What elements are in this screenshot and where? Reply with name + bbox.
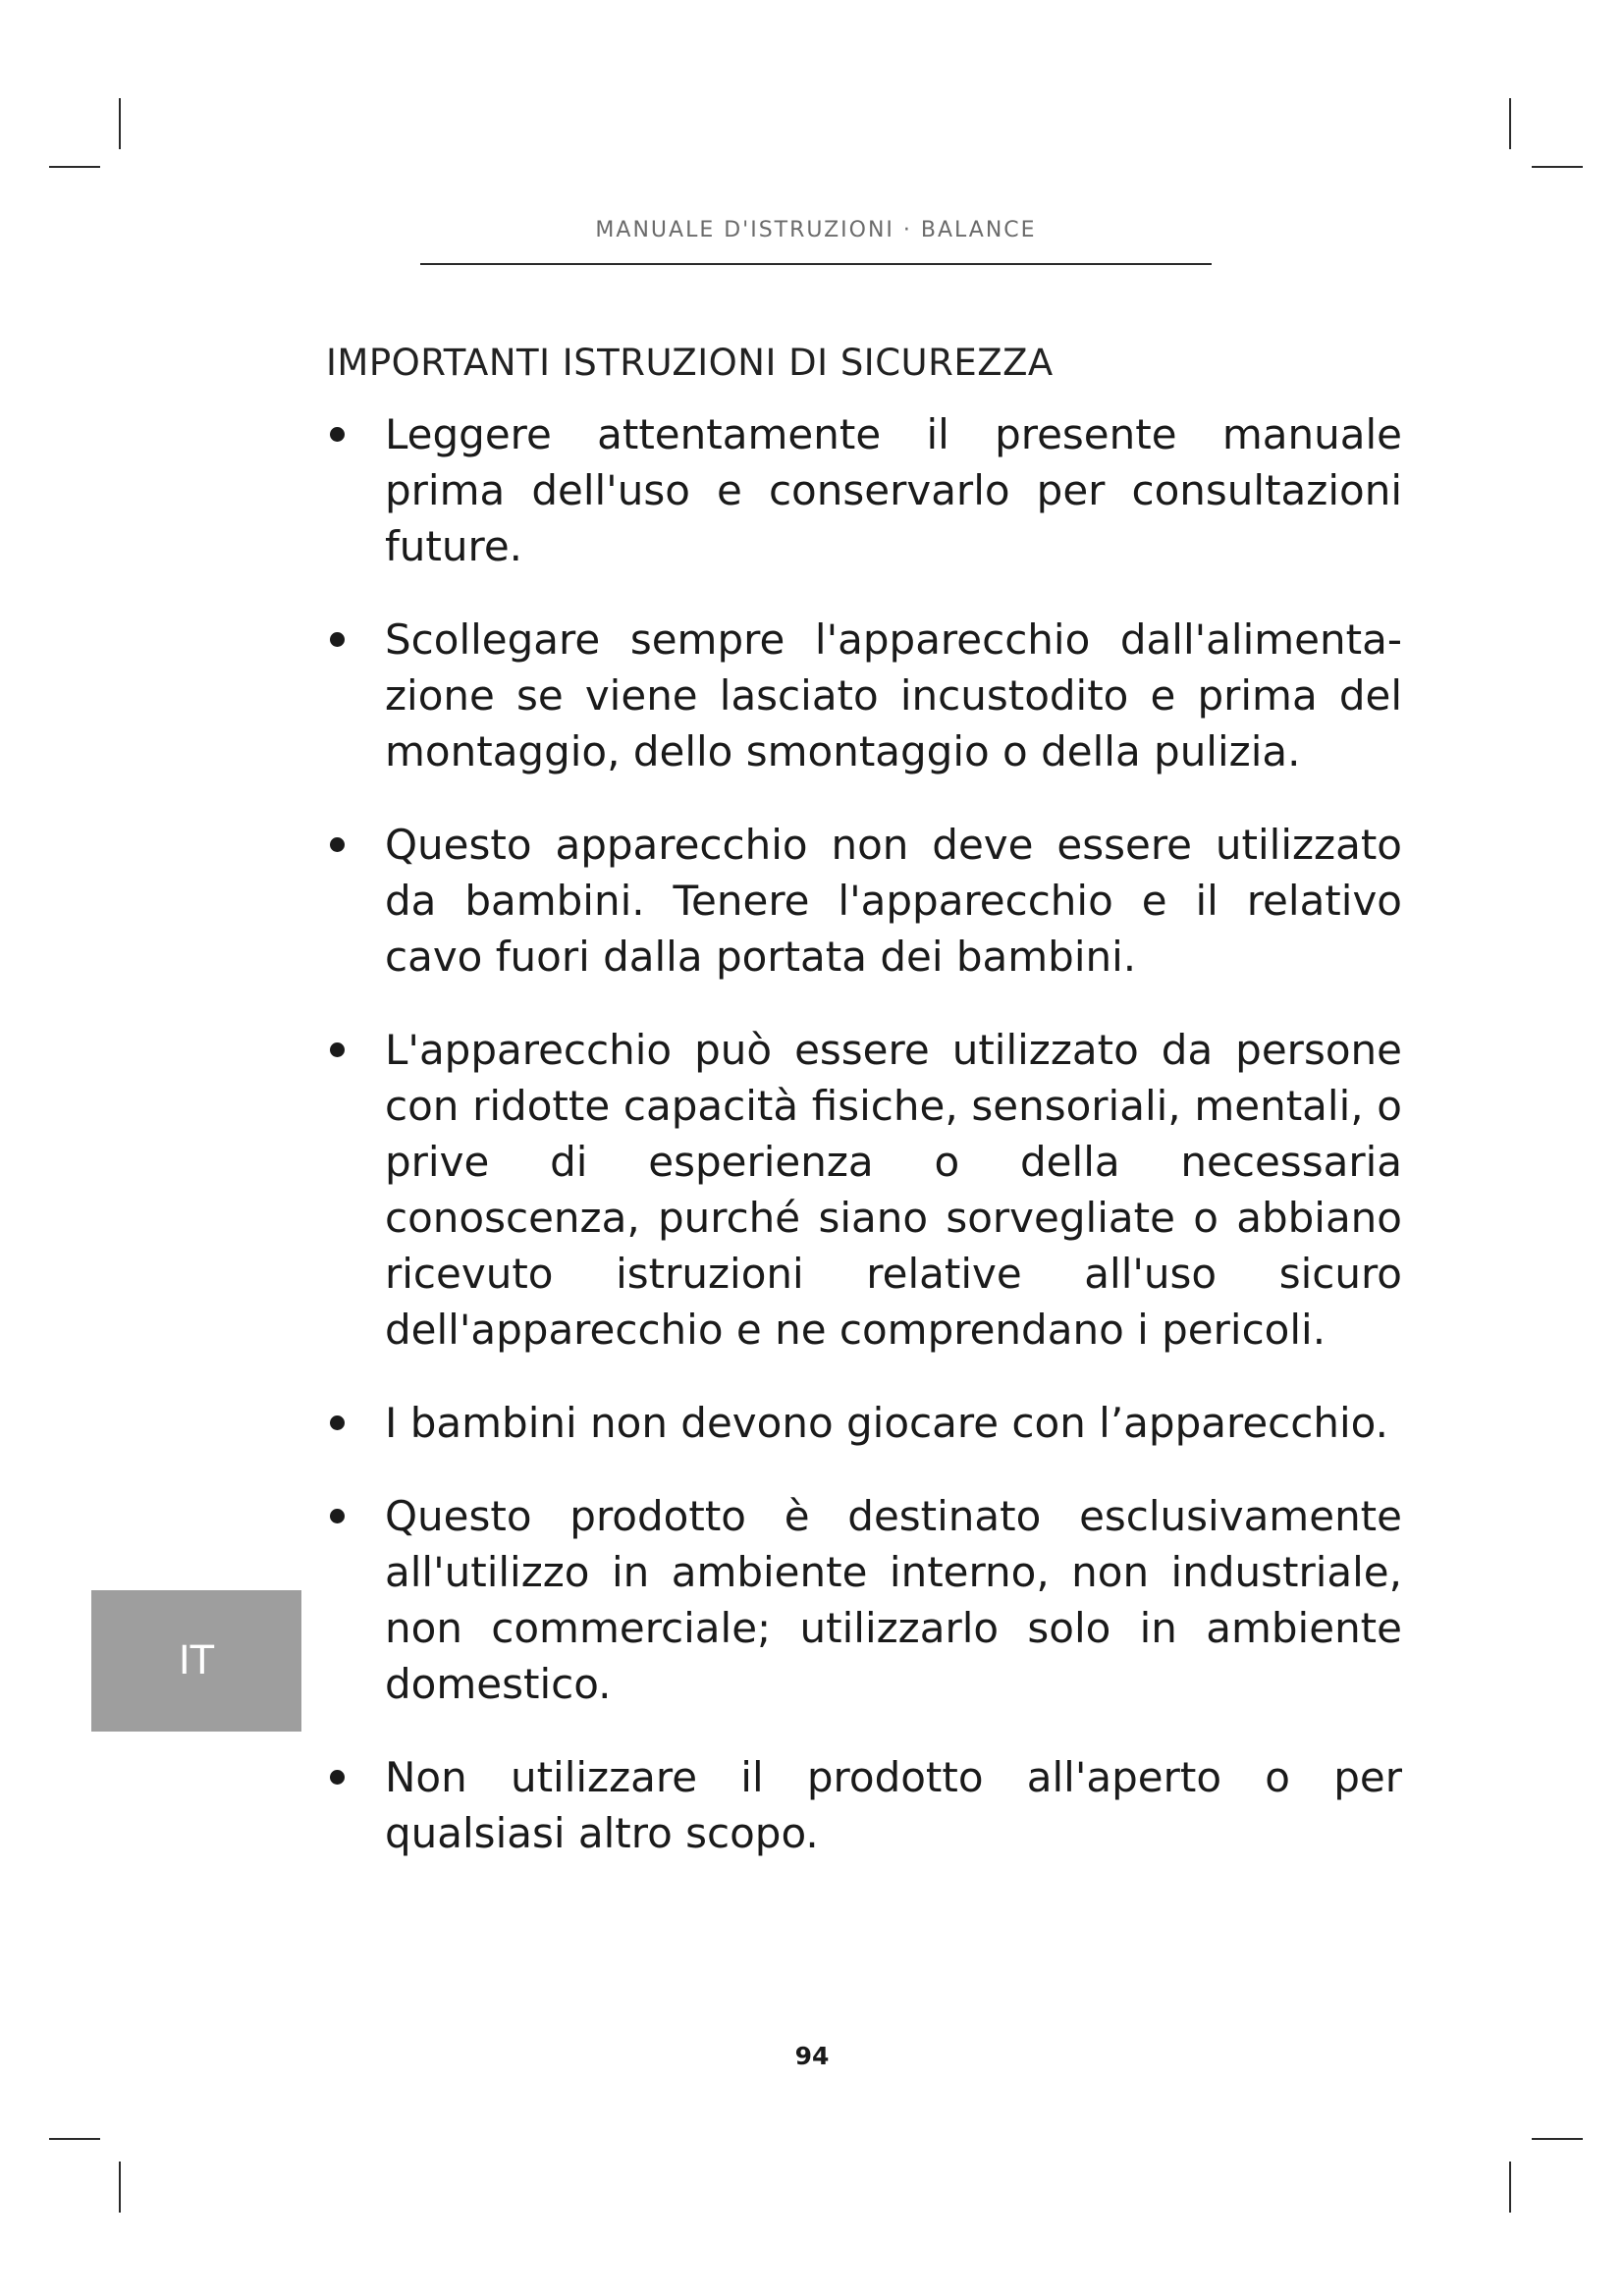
list-item (326, 1022, 1402, 1358)
list-item (326, 406, 1402, 574)
page-number: 94 (794, 2042, 830, 2070)
list-item-text: Scollegare sempre l'apparecchio dall'alimentazione se viene lasciato incustodito e prima del montaggio, dello smontaggio o della pulizia. (385, 615, 1402, 775)
list-item-text: Leggere attentamente il presente manuale prima dell'uso e conservarlo per consultazioni future. (385, 410, 1402, 570)
bullet-icon (330, 632, 345, 647)
crop-mark (119, 98, 121, 149)
bullet-icon (330, 427, 345, 442)
list-item (326, 612, 1402, 779)
bullet-icon (330, 1509, 345, 1523)
list-item (326, 1488, 1402, 1712)
crop-mark (49, 166, 100, 168)
safety-instructions-list (326, 406, 1402, 1861)
list-item (326, 817, 1402, 985)
crop-mark (49, 2138, 100, 2140)
bullet-icon (330, 837, 345, 852)
section-title: IMPORTANTI ISTRUZIONI DI SICUREZZA (326, 342, 1054, 384)
crop-mark (1532, 2138, 1583, 2140)
crop-mark (1509, 2162, 1511, 2213)
bullet-icon (330, 1770, 345, 1785)
bullet-icon (330, 1415, 345, 1430)
list-item-text: Questo apparecchio non deve essere utilizzato da bambini. Tenere l'apparecchio e il relativo cavo fuori dalla portata dei bambini. (385, 821, 1402, 981)
header-divider (420, 263, 1212, 265)
list-item-text: L'apparecchio può essere utilizzato da persone con ridotte capacità fisiche, sensoriali, mentali, o prive di esperienza o della necessaria conoscenza, purché siano sorvegliate o abbiano ricevuto istruzioni relative all'uso sicuro dell'apparecchio e ne comprendano i pericoli. (385, 1026, 1402, 1354)
crop-mark (1509, 98, 1511, 149)
running-header: MANUALE D'ISTRUZIONI · BALANCE (595, 218, 1037, 242)
list-item (326, 1749, 1402, 1861)
bullet-icon (330, 1042, 345, 1057)
language-tab-label: IT (178, 1638, 215, 1683)
crop-mark (1532, 166, 1583, 168)
crop-mark (119, 2162, 121, 2213)
list-item-text: Questo prodotto è destinato esclusivamente all'utilizzo in ambiente interno, non industriale, non commerciale; utilizzarlo solo in ambiente domestico. (385, 1492, 1402, 1708)
language-tab (91, 1590, 301, 1732)
list-item-text: I bambini non devono giocare con l’apparecchio. (385, 1399, 1388, 1447)
list-item-text: Non utilizzare il prodotto all'aperto o per qualsiasi altro scopo. (385, 1753, 1402, 1857)
list-item (326, 1395, 1402, 1451)
